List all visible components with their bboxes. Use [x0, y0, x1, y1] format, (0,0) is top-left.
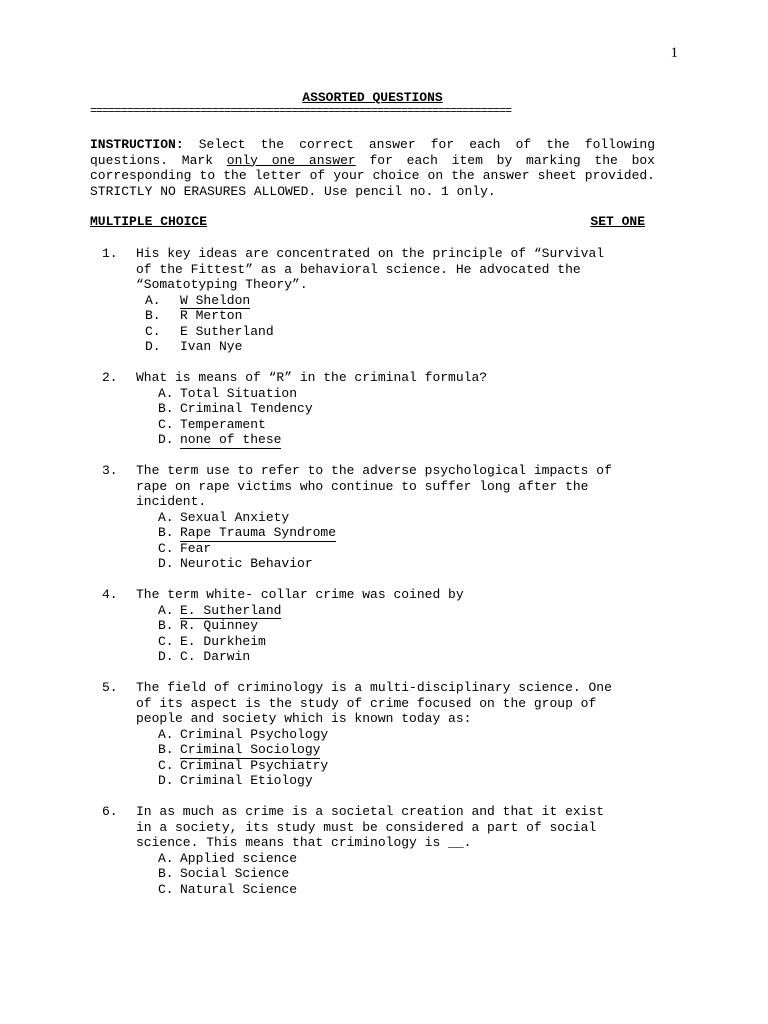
section-title: MULTIPLE CHOICE [90, 214, 208, 229]
choice-text: Criminal Psychiatry [180, 757, 329, 773]
question-number: 6. [102, 804, 118, 819]
choice-letter: C. [158, 881, 174, 897]
question-3 [0, 463, 768, 572]
choice-d [0, 556, 768, 572]
choice-a [0, 510, 768, 526]
choice-d [0, 649, 768, 665]
choice-letter: B. [158, 525, 174, 540]
choice-text: Criminal Etiology [180, 773, 313, 788]
question-number: 2. [102, 370, 118, 385]
choice-c [0, 324, 768, 340]
instruction-emphasis: only one answer [226, 152, 356, 168]
question-number: 1. [102, 246, 118, 261]
choice-a [0, 727, 768, 743]
choice-a [0, 293, 768, 309]
choice-b [0, 308, 768, 324]
question-text: His key ideas are concentrated on the principle of “Survival of the Fittest” as a behavioral science. He advocated the “Somatotyping Theory”. [136, 246, 605, 292]
choice-c [0, 882, 768, 898]
choice-text: Social Science [180, 866, 290, 881]
choice-text: C. Darwin [180, 649, 251, 664]
choice-text-answer: none of these [180, 432, 282, 447]
title-rule: ===================================================================== [90, 104, 511, 118]
section-header [90, 214, 645, 230]
question-text: The term use to refer to the adverse psychological impacts of rape on rape victims who continue to suffer long after the incident. [136, 463, 612, 509]
choice-a [0, 851, 768, 867]
choice-c [0, 541, 768, 557]
choice-letter: D. [158, 649, 174, 664]
choice-text: Criminal Tendency [180, 401, 313, 416]
choice-letter: C. [158, 757, 174, 773]
choice-text-answer: E. Sutherland [180, 602, 282, 618]
choice-letter: A. [158, 602, 174, 618]
choice-letter: A. [158, 385, 174, 401]
choice-text: R. Quinney [180, 618, 259, 633]
instruction-label: INSTRUCTION: [90, 137, 184, 152]
choice-text: Fear [180, 540, 212, 556]
choice-d [0, 339, 768, 355]
choice-letter: B. [158, 742, 174, 757]
choice-text-answer: W Sheldon [180, 292, 251, 308]
choice-text: Sexual Anxiety [180, 509, 290, 525]
choice-text: E Sutherland [180, 323, 274, 339]
choice-text: Applied science [180, 850, 298, 866]
choice-b [0, 401, 768, 417]
choice-letter: C. [158, 416, 174, 432]
choice-b [0, 866, 768, 882]
question-text: The term white- collar crime was coined by [136, 587, 464, 602]
choice-letter: B. [145, 308, 161, 323]
question-text: What is means of “R” in the criminal formula? [136, 370, 488, 385]
choice-text: Total Situation [180, 385, 298, 401]
question-5 [0, 680, 768, 789]
question-text: In as much as crime is a societal creation and that it exist in a society, its study must be considered a part of social science. This means that criminology is __. [136, 804, 605, 850]
question-number: 3. [102, 463, 118, 478]
choice-text: E. Durkheim [180, 633, 266, 649]
choice-b [0, 618, 768, 634]
choice-c [0, 634, 768, 650]
set-label: SET ONE [590, 214, 645, 229]
instruction-text-before: Select the correct answer for each of the following questions. Mark [90, 137, 655, 168]
instruction-text-after: for each item by marking the box corresponding to the letter of your choice on the answer sheet provided. STRICTLY NO ERASURES ALLOWED. Use pencil no. 1 only. [90, 152, 655, 199]
document-title: ASSORTED QUESTIONS [302, 90, 443, 105]
choice-letter: C. [158, 540, 174, 556]
choice-c [0, 417, 768, 433]
choice-letter: D. [145, 339, 161, 354]
choice-c [0, 758, 768, 774]
question-4 [0, 587, 768, 665]
choice-letter: B. [158, 866, 174, 881]
choice-letter: C. [145, 323, 161, 339]
choice-text: Criminal Psychology [180, 726, 329, 742]
page-number: 1 [670, 45, 678, 61]
choice-d [0, 432, 768, 448]
choice-letter: A. [158, 850, 174, 866]
choice-letter: D. [158, 773, 174, 788]
choice-text: Temperament [180, 416, 266, 432]
choice-a [0, 386, 768, 402]
choice-letter: C. [158, 633, 174, 649]
question-2 [0, 370, 768, 448]
question-1 [0, 246, 768, 355]
choice-text: Ivan Nye [180, 339, 243, 354]
choice-letter: D. [158, 432, 174, 447]
instruction-paragraph [90, 137, 655, 199]
question-text: The field of criminology is a multi-disciplinary science. One of its aspect is the study of crime focused on the group of people and society which is known today as: [136, 680, 612, 726]
choice-letter: A. [145, 292, 161, 308]
question-6 [0, 804, 768, 897]
choice-text: Neurotic Behavior [180, 556, 313, 571]
choice-a [0, 603, 768, 619]
choice-text: Natural Science [180, 881, 298, 897]
choice-letter: A. [158, 509, 174, 525]
question-number: 5. [102, 680, 118, 695]
choice-b [0, 742, 768, 758]
choice-text-answer: Criminal Sociology [180, 742, 321, 757]
choice-letter: B. [158, 618, 174, 633]
question-number: 4. [102, 587, 118, 602]
choice-b [0, 525, 768, 541]
choice-letter: A. [158, 726, 174, 742]
question-list [0, 246, 768, 913]
choice-letter: B. [158, 401, 174, 416]
choice-letter: D. [158, 556, 174, 571]
choice-d [0, 773, 768, 789]
choice-text-answer: Rape Trauma Syndrome [180, 525, 337, 540]
choice-text: R Merton [180, 308, 243, 323]
